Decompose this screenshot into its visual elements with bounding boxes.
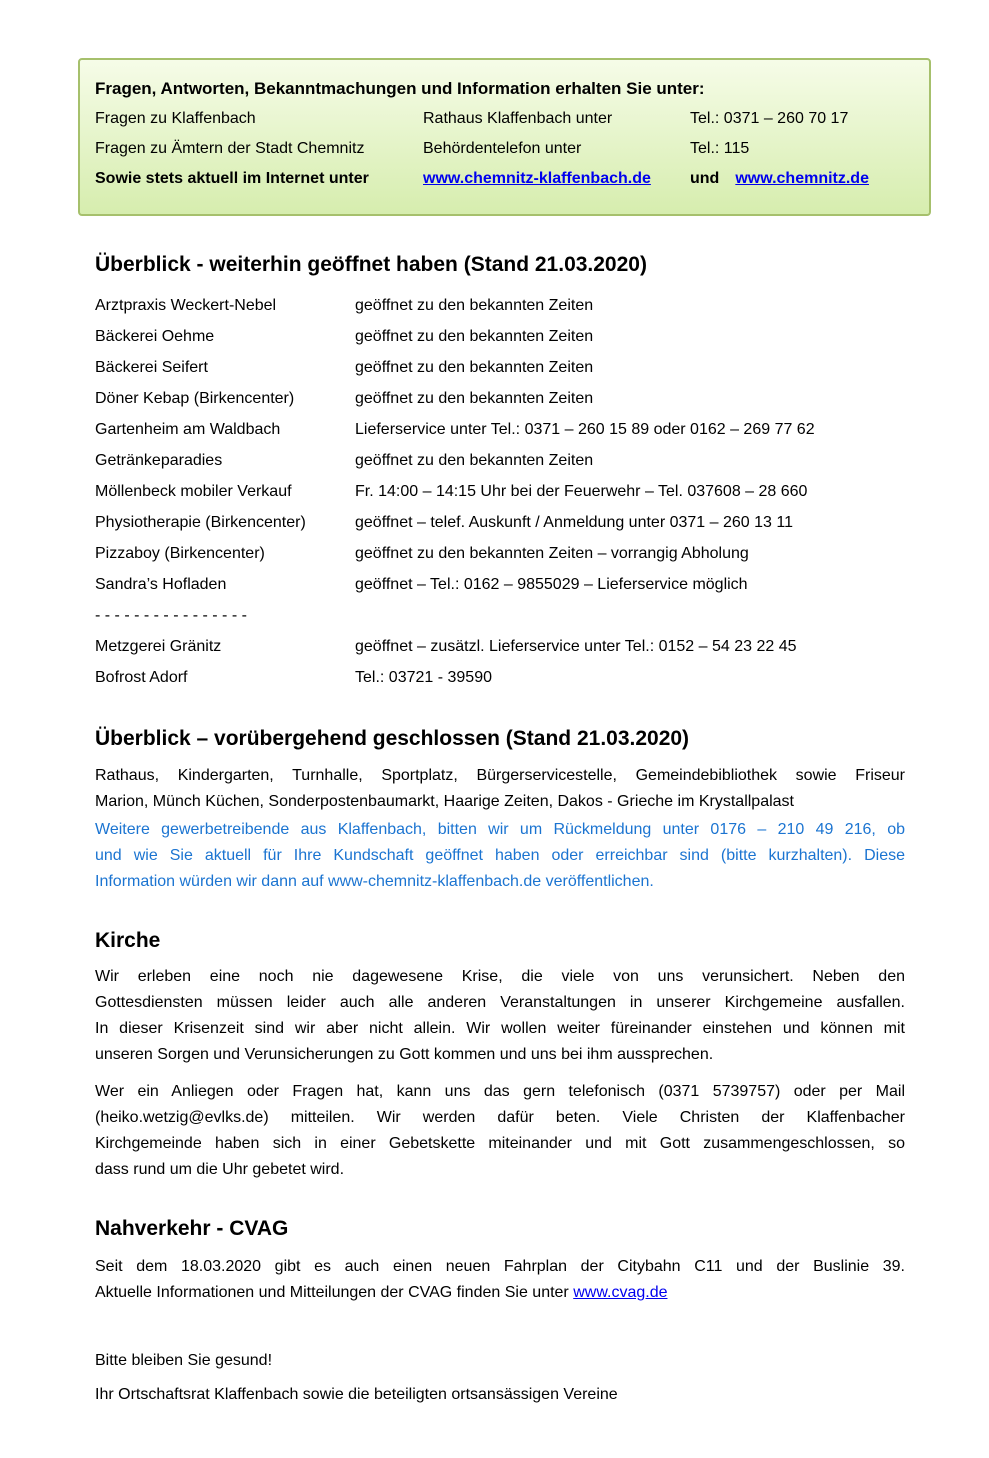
closed-businesses-paragraph — [95, 763, 905, 815]
link-chemnitz[interactable]: www.chemnitz.de — [735, 170, 869, 187]
info-box-row — [95, 104, 914, 134]
business-name: Physiotherapie (Birkencenter) — [95, 514, 306, 531]
business-row — [95, 321, 905, 352]
internet-row-link1-cell — [423, 164, 690, 194]
business-name: Gartenheim am Waldbach — [95, 421, 281, 438]
document-page — [0, 58, 989, 1408]
business-name: Bäckerei Oehme — [95, 328, 215, 345]
info-box-row-phone: Tel.: 0371 – 260 70 17 — [690, 110, 849, 127]
dashed-separator: - - - - - - - - - - - - - - - - — [95, 607, 247, 624]
business-row — [95, 476, 905, 507]
business-row — [95, 383, 905, 414]
paragraph-line: Rathaus, Kindergarten, Turnhalle, Sportplatz, Bürgerservicestelle, Gemeindebibliothek sowie Friseur — [95, 767, 905, 784]
business-row — [95, 631, 905, 662]
paragraph-line: Information würden wir dann auf www-chemnitz-klaffenbach.de veröffentlichen. — [95, 873, 654, 890]
open-businesses-list — [95, 290, 905, 600]
business-status: Lieferservice unter Tel.: 0371 – 260 15 89 oder 0162 – 269 77 62 — [355, 421, 815, 438]
business-status: geöffnet zu den bekannten Zeiten — [355, 328, 594, 345]
business-status: geöffnet – telef. Auskunft / Anmeldung unter 0371 – 260 13 11 — [355, 514, 793, 531]
church-paragraph-2 — [95, 1079, 905, 1183]
info-box-internet-row — [95, 164, 914, 194]
business-row — [95, 569, 905, 600]
business-name: Arztpraxis Weckert-Nebel — [95, 297, 277, 314]
info-box-row-topic: Fragen zu Klaffenbach — [95, 110, 256, 127]
info-box — [78, 58, 931, 216]
heading-open-overview: Überblick - weiterhin geöffnet haben (Stand 21.03.2020) — [95, 253, 647, 276]
paragraph-line: Seit dem 18.03.2020 gibt es auch einen neuen Fahrplan der Citybahn C11 und der Buslinie 39. — [95, 1258, 905, 1275]
business-name: Möllenbeck mobiler Verkauf — [95, 483, 292, 500]
business-name: Metzgerei Gränitz — [95, 638, 222, 655]
paragraph-line: Kirchgemeinde haben sich in einer Gebetskette miteinander und mit Gott zusammengeschlossen, so — [95, 1135, 905, 1152]
heading-closed-overview: Überblick – vorübergehend geschlossen (Stand 21.03.2020) — [95, 727, 690, 750]
business-status: geöffnet zu den bekannten Zeiten — [355, 297, 594, 314]
internet-row-label: Sowie stets aktuell im Internet unter — [95, 170, 369, 187]
info-box-title: Fragen, Antworten, Bekanntmachungen und Information erhalten Sie unter: — [95, 79, 705, 98]
feedback-notice-paragraph — [95, 817, 905, 895]
paragraph-line: und wie Sie aktuell für Ihre Kundschaft geöffnet haben oder erreichbar sind (bitte kurzhalten). Diese — [95, 847, 905, 864]
church-paragraph-1 — [95, 964, 905, 1068]
business-row — [95, 507, 905, 538]
paragraph-line: Weitere gewerbetreibende aus Klaffenbach, bitten wir um Rückmeldung unter 0176 – 210 49 216, ob — [95, 821, 905, 838]
business-status: Tel.: 03721 - 39590 — [355, 669, 492, 686]
link-chemnitz-klaffenbach[interactable]: www.chemnitz-klaffenbach.de — [423, 170, 651, 187]
business-name: Sandra’s Hofladen — [95, 576, 227, 593]
business-row — [95, 414, 905, 445]
paragraph-line: unseren Sorgen und Verunsicherungen zu Gott kommen und uns bei ihm aussprechen. — [95, 1046, 714, 1063]
link-cvag[interactable]: www.cvag.de — [573, 1284, 668, 1301]
business-status: geöffnet – zusätzl. Lieferservice unter Tel.: 0152 – 54 23 22 45 — [355, 638, 797, 655]
paragraph-line: Wir erleben eine noch nie dagewesene Krise, die viele von uns verunsichert. Neben den — [95, 968, 905, 985]
document-body — [95, 252, 905, 1408]
closing-signature: Ihr Ortschaftsrat Klaffenbach sowie die beteiligten ortsansässigen Vereine — [95, 1386, 618, 1403]
info-box-row-topic: Fragen zu Ämtern der Stadt Chemnitz — [95, 140, 365, 157]
info-box-rows — [95, 104, 914, 164]
business-status: geöffnet – Tel.: 0162 – 9855029 – Lieferservice möglich — [355, 576, 748, 593]
info-box-row-phone: Tel.: 115 — [690, 140, 750, 157]
business-name: Bofrost Adorf — [95, 669, 188, 686]
closing-wish: Bitte bleiben Sie gesund! — [95, 1352, 273, 1369]
open-businesses-extra-list — [95, 631, 905, 693]
paragraph-line: Gottesdiensten müssen leider auch alle anderen Veranstaltungen in unserer Kirchgemeine ausfallen. — [95, 994, 905, 1011]
business-name: Getränkeparadies — [95, 452, 223, 469]
paragraph-line: (heiko.wetzig@evlks.de) mitteilen. Wir werden dafür beten. Viele Christen der Klaffenbacher — [95, 1109, 905, 1126]
heading-church: Kirche — [95, 929, 161, 952]
business-status: geöffnet zu den bekannten Zeiten — [355, 452, 594, 469]
paragraph-line: Marion, Münch Küchen, Sonderpostenbaumarkt, Haarige Zeiten, Dakos - Grieche im Krystallpalast — [95, 793, 794, 810]
business-status: geöffnet zu den bekannten Zeiten — [355, 390, 594, 407]
business-row — [95, 445, 905, 476]
business-row — [95, 538, 905, 569]
business-name: Bäckerei Seifert — [95, 359, 208, 376]
heading-transport: Nahverkehr - CVAG — [95, 1217, 289, 1240]
business-status: geöffnet zu den bekannten Zeiten – vorrangig Abholung — [355, 545, 749, 562]
business-name: Döner Kebap (Birkencenter) — [95, 390, 295, 407]
paragraph-line: In dieser Krisenzeit sind wir aber nicht allein. Wir wollen weiter füreinander einstehen und können mit — [95, 1020, 905, 1037]
business-status: geöffnet zu den bekannten Zeiten — [355, 359, 594, 376]
transport-line2-text: Aktuelle Informationen und Mitteilungen der CVAG finden Sie unter — [95, 1284, 569, 1301]
info-box-row — [95, 134, 914, 164]
paragraph-line: Wer ein Anliegen oder Fragen hat, kann uns das gern telefonisch (0371 5739757) oder per Mail — [95, 1083, 905, 1100]
business-row — [95, 662, 905, 693]
paragraph-line: dass rund um die Uhr gebetet wird. — [95, 1161, 345, 1178]
business-name: Pizzaboy (Birkencenter) — [95, 545, 265, 562]
business-row — [95, 290, 905, 321]
conjunction-text: und — [690, 170, 720, 187]
business-status: Fr. 14:00 – 14:15 Uhr bei der Feuerwehr – Tel. 037608 – 28 660 — [355, 483, 808, 500]
internet-row-link2-cell — [690, 164, 914, 194]
info-box-row-place: Rathaus Klaffenbach unter — [423, 110, 613, 127]
paragraph-line — [95, 1280, 905, 1306]
transport-paragraph — [95, 1254, 905, 1306]
business-row — [95, 352, 905, 383]
info-box-row-place: Behördentelefon unter — [423, 140, 582, 157]
